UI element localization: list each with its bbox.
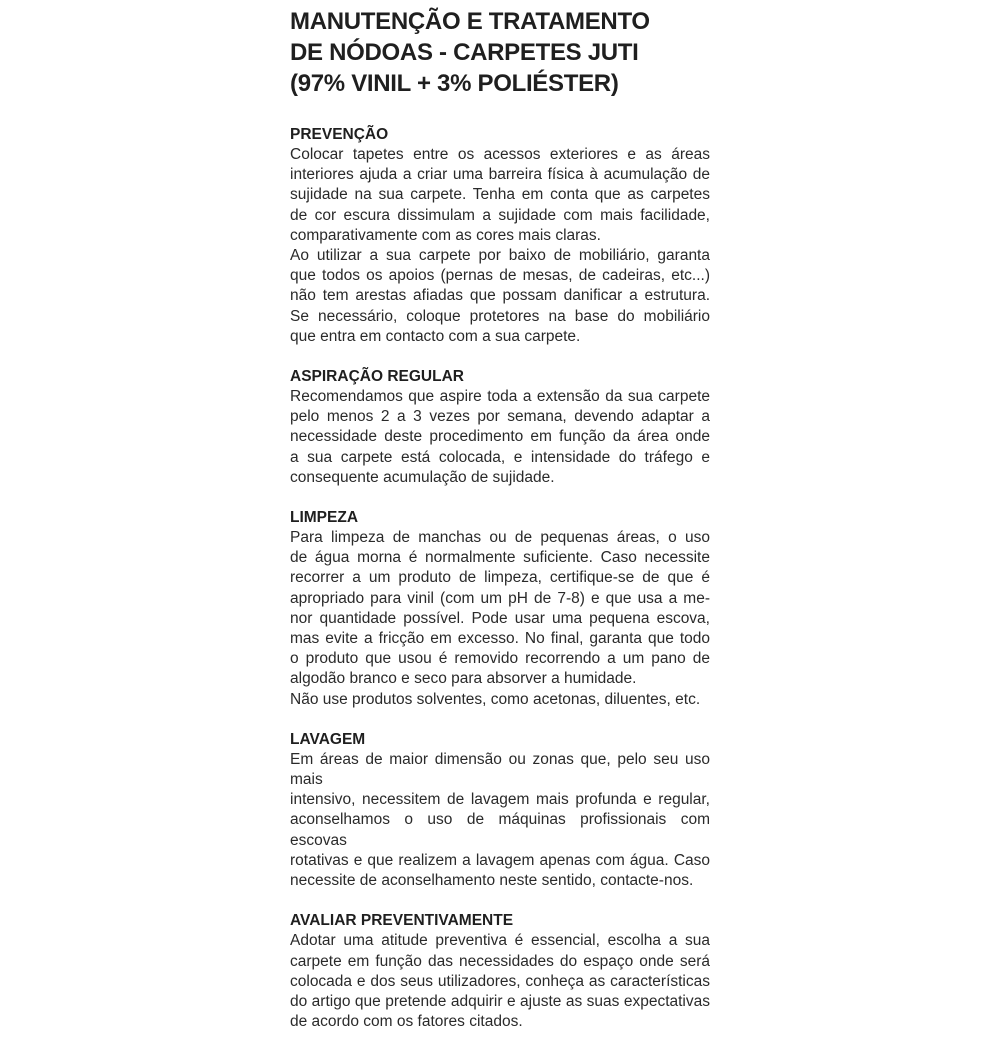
paragraph-line: carpete em função das necessidades do espaço onde será xyxy=(290,952,710,970)
paragraph-line: Adotar uma atitude preventiva é essencial, escolha a sua xyxy=(290,932,710,950)
paragraph-line: Para limpeza de manchas ou de pequenas áreas, o uso xyxy=(290,529,710,547)
paragraph-line: aconselhamos o uso de máquinas profissionais com escovas xyxy=(290,811,710,849)
paragraph-line: Se necessário, coloque protetores na base do mobiliário xyxy=(290,307,710,325)
section-paragraph xyxy=(290,528,710,710)
paragraph-line: de cor escura dissimulam a sujidade com mais facilidade, xyxy=(290,206,710,224)
section-heading: PREVENÇÃO xyxy=(290,126,389,143)
paragraph-line: sujidade na sua carpete. Tenha em conta que as carpetes xyxy=(290,186,710,204)
section-avaliar-preventivamente xyxy=(290,911,710,1032)
title-line-3: (97% VINIL + 3% POLIÉSTER) xyxy=(290,70,619,97)
paragraph-line: Ao utilizar a sua carpete por baixo de mobiliário, garanta xyxy=(290,247,710,265)
title-line-2: DE NÓDOAS - CARPETES JUTI xyxy=(290,39,639,66)
section-paragraph xyxy=(290,387,710,488)
paragraph-line: consequente acumulação de sujidade. xyxy=(290,468,555,486)
document-title xyxy=(290,6,710,99)
section-heading: ASPIRAÇÃO REGULAR xyxy=(290,368,464,386)
paragraph-line: interiores ajuda a criar uma barreira física à acumulação de xyxy=(290,166,710,184)
section-paragraph xyxy=(290,931,710,1032)
paragraph-line: de água morna é normalmente suficiente. Caso necessite xyxy=(290,549,710,567)
paragraph-line: nor quantidade possível. Pode usar uma pequena escova, xyxy=(290,609,710,627)
paragraph-line: recorrer a um produto de limpeza, certifique-se de que é xyxy=(290,569,710,587)
paragraph-line: necessidade deste procedimento em função da área onde xyxy=(290,428,710,446)
paragraph-line: comparativamente com as cores mais claras. xyxy=(290,226,601,244)
paragraph-line: o produto que usou é removido recorrendo a um pano de xyxy=(290,650,710,668)
paragraph-line: Colocar tapetes entre os acessos exteriores e as áreas xyxy=(290,146,710,163)
paragraph-line: pelo menos 2 a 3 vezes por semana, devendo adaptar a xyxy=(290,408,710,426)
paragraph-line: rotativas e que realizem a lavagem apenas com água. Caso xyxy=(290,851,710,869)
section-lavagem xyxy=(290,730,710,891)
section-prevencao xyxy=(290,125,710,347)
section-paragraph xyxy=(290,145,710,347)
section-heading: LAVAGEM xyxy=(290,730,366,748)
paragraph-line: do artigo que pretende adquirir e ajuste as suas expectativas xyxy=(290,992,710,1010)
paragraph-line: Recomendamos que aspire toda a extensão da sua carpete xyxy=(290,388,710,406)
section-heading: LIMPEZA xyxy=(290,509,359,527)
paragraph-line: apropriado para vinil (com um pH de 7-8) e que usa a me- xyxy=(290,589,710,607)
paragraph-line: que todos os apoios (pernas de mesas, de cadeiras, etc...) xyxy=(290,267,710,285)
section-paragraph xyxy=(290,750,710,891)
section-aspiracao-regular xyxy=(290,367,710,488)
paragraph-line: colocada e dos seus utilizadores, conheça as características xyxy=(290,972,710,990)
paragraph-line: necessite de aconselhamento neste sentido, contacte-nos. xyxy=(290,872,694,890)
section-limpeza xyxy=(290,508,710,710)
paragraph-line: que entra em contacto com a sua carpete. xyxy=(290,327,581,345)
paragraph-line: Em áreas de maior dimensão ou zonas que, pelo seu uso mais xyxy=(290,750,710,789)
paragraph-line: a sua carpete está colocada, e intensidade do tráfego e xyxy=(290,448,710,466)
title-line-1: MANUTENÇÃO E TRATAMENTO xyxy=(290,8,650,35)
paragraph-line: não tem arestas afiadas que possam danificar a estrutura. xyxy=(290,287,710,305)
paragraph-line: mas evite a fricção em excesso. No final, garanta que todo xyxy=(290,630,710,648)
sections-container xyxy=(290,125,710,1032)
paragraph-line: intensivo, necessitem de lavagem mais profunda e regular, xyxy=(290,791,710,809)
paragraph-line: algodão branco e seco para absorver a humidade. xyxy=(290,670,637,688)
section-heading: AVALIAR PREVENTIVAMENTE xyxy=(290,912,514,930)
paragraph-line: Não use produtos solventes, como acetonas, diluentes, etc. xyxy=(290,690,701,708)
paragraph-line: de acordo com os fatores citados. xyxy=(290,1013,523,1031)
document-content xyxy=(290,6,710,1052)
